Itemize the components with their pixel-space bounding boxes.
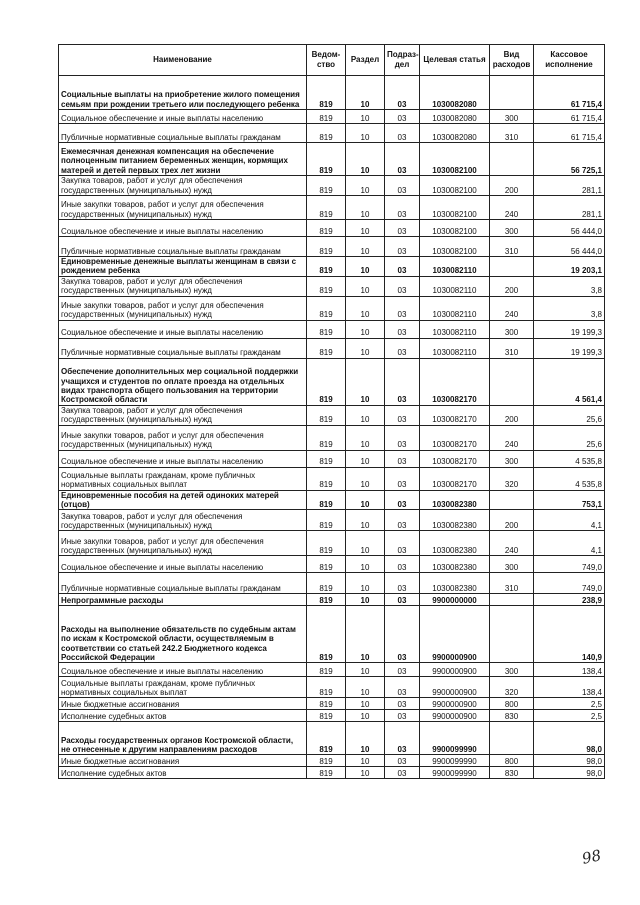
cell-name: Исполнение судебных актов xyxy=(59,710,307,722)
cell-vid xyxy=(490,722,534,755)
cell-podrazdel: 03 xyxy=(385,606,420,663)
cell-vid: 300 xyxy=(490,450,534,467)
cell-razdel: 10 xyxy=(346,276,385,296)
cell-vid: 240 xyxy=(490,425,534,450)
cell-kassa: 138,4 xyxy=(534,677,605,698)
cell-podrazdel: 03 xyxy=(385,110,420,124)
cell-razdel: 10 xyxy=(346,220,385,237)
cell-name: Социальные выплаты на приобретение жилого помещения семьям при рождении третьего или последующего ребенка xyxy=(59,76,307,110)
cell-vid: 830 xyxy=(490,710,534,722)
cell-ved: 819 xyxy=(307,606,346,663)
table-row xyxy=(59,320,605,338)
cell-kassa: 98,0 xyxy=(534,722,605,755)
cell-razdel: 10 xyxy=(346,338,385,358)
cell-name: Иные закупки товаров, работ и услуг для обеспечения государственных (муниципальных) нужд xyxy=(59,531,307,556)
table-row xyxy=(59,573,605,594)
page-number: 98 xyxy=(580,846,603,868)
cell-celevaya: 9900000000 xyxy=(420,594,490,606)
cell-razdel: 10 xyxy=(346,237,385,257)
cell-vid: 200 xyxy=(490,176,534,196)
cell-vid: 310 xyxy=(490,237,534,257)
table-row xyxy=(59,710,605,722)
cell-ved: 819 xyxy=(307,467,346,490)
cell-razdel: 10 xyxy=(346,767,385,779)
cell-vid: 300 xyxy=(490,220,534,237)
cell-kassa: 2,5 xyxy=(534,710,605,722)
table-row xyxy=(59,110,605,124)
cell-vid: 830 xyxy=(490,767,534,779)
header-podrazdel: Подраз-дел xyxy=(385,45,420,76)
cell-vid: 800 xyxy=(490,698,534,710)
cell-celevaya: 1030082170 xyxy=(420,425,490,450)
cell-kassa: 753,1 xyxy=(534,490,605,510)
cell-kassa: 61 715,4 xyxy=(534,76,605,110)
cell-razdel: 10 xyxy=(346,425,385,450)
cell-podrazdel: 03 xyxy=(385,176,420,196)
cell-kassa: 4 535,8 xyxy=(534,450,605,467)
cell-razdel: 10 xyxy=(346,531,385,556)
cell-celevaya: 1030082100 xyxy=(420,220,490,237)
cell-name: Социальные выплаты гражданам, кроме публичных нормативных социальных выплат xyxy=(59,467,307,490)
cell-kassa: 749,0 xyxy=(534,573,605,594)
cell-vid: 240 xyxy=(490,531,534,556)
cell-vid xyxy=(490,76,534,110)
cell-razdel: 10 xyxy=(346,296,385,320)
cell-celevaya: 1030082110 xyxy=(420,320,490,338)
cell-ved: 819 xyxy=(307,698,346,710)
cell-celevaya: 1030082170 xyxy=(420,467,490,490)
cell-celevaya: 9900099990 xyxy=(420,767,490,779)
cell-kassa: 19 203,1 xyxy=(534,257,605,277)
cell-kassa: 19 199,3 xyxy=(534,320,605,338)
cell-celevaya: 1030082170 xyxy=(420,450,490,467)
table-row xyxy=(59,490,605,510)
cell-ved: 819 xyxy=(307,176,346,196)
cell-name: Закупка товаров, работ и услуг для обеспечения государственных (муниципальных) нужд xyxy=(59,176,307,196)
cell-vid: 240 xyxy=(490,296,534,320)
cell-razdel: 10 xyxy=(346,698,385,710)
cell-name: Иные бюджетные ассигнования xyxy=(59,755,307,767)
budget-table xyxy=(58,44,605,779)
cell-razdel: 10 xyxy=(346,663,385,677)
cell-ved: 819 xyxy=(307,425,346,450)
cell-podrazdel: 03 xyxy=(385,358,420,405)
cell-podrazdel: 03 xyxy=(385,573,420,594)
cell-name: Социальное обеспечение и иные выплаты населению xyxy=(59,450,307,467)
table-row xyxy=(59,531,605,556)
cell-podrazdel: 03 xyxy=(385,405,420,425)
cell-razdel: 10 xyxy=(346,594,385,606)
cell-celevaya: 9900000900 xyxy=(420,677,490,698)
cell-kassa: 19 199,3 xyxy=(534,338,605,358)
cell-ved: 819 xyxy=(307,450,346,467)
cell-celevaya: 1030082100 xyxy=(420,196,490,220)
cell-vid: 310 xyxy=(490,573,534,594)
cell-razdel: 10 xyxy=(346,124,385,143)
cell-kassa: 238,9 xyxy=(534,594,605,606)
cell-kassa: 4 561,4 xyxy=(534,358,605,405)
cell-razdel: 10 xyxy=(346,722,385,755)
cell-celevaya: 1030082110 xyxy=(420,276,490,296)
cell-celevaya: 1030082110 xyxy=(420,338,490,358)
cell-celevaya: 1030082100 xyxy=(420,237,490,257)
header-ved: Ведом-ство xyxy=(307,45,346,76)
table-row xyxy=(59,755,605,767)
cell-ved: 819 xyxy=(307,556,346,573)
cell-podrazdel: 03 xyxy=(385,556,420,573)
cell-razdel: 10 xyxy=(346,573,385,594)
table-row xyxy=(59,594,605,606)
cell-ved: 819 xyxy=(307,196,346,220)
cell-razdel: 10 xyxy=(346,490,385,510)
table-row xyxy=(59,124,605,143)
cell-celevaya: 1030082170 xyxy=(420,358,490,405)
cell-razdel: 10 xyxy=(346,257,385,277)
cell-vid: 300 xyxy=(490,556,534,573)
cell-celevaya: 9900000900 xyxy=(420,606,490,663)
cell-ved: 819 xyxy=(307,405,346,425)
cell-ved: 819 xyxy=(307,276,346,296)
cell-ved: 819 xyxy=(307,767,346,779)
table-row xyxy=(59,556,605,573)
cell-celevaya: 1030082380 xyxy=(420,510,490,531)
table-row xyxy=(59,405,605,425)
cell-name: Публичные нормативные социальные выплаты гражданам xyxy=(59,124,307,143)
cell-ved: 819 xyxy=(307,510,346,531)
cell-name: Публичные нормативные социальные выплаты гражданам xyxy=(59,573,307,594)
cell-podrazdel: 03 xyxy=(385,510,420,531)
cell-kassa: 3,8 xyxy=(534,276,605,296)
cell-podrazdel: 03 xyxy=(385,425,420,450)
cell-podrazdel: 03 xyxy=(385,490,420,510)
cell-podrazdel: 03 xyxy=(385,710,420,722)
cell-ved: 819 xyxy=(307,124,346,143)
cell-name: Непрограммные расходы xyxy=(59,594,307,606)
cell-name: Расходы на выполнение обязательств по судебным актам по искам к Костромской области, осуществляемым в соответствии со статьей 242.2 Бюджетного кодекса Российской Федерации xyxy=(59,606,307,663)
cell-ved: 819 xyxy=(307,573,346,594)
cell-name: Социальное обеспечение и иные выплаты населению xyxy=(59,110,307,124)
cell-podrazdel: 03 xyxy=(385,467,420,490)
cell-ved: 819 xyxy=(307,257,346,277)
cell-kassa: 98,0 xyxy=(534,755,605,767)
table-row xyxy=(59,663,605,677)
cell-ved: 819 xyxy=(307,296,346,320)
cell-ved: 819 xyxy=(307,358,346,405)
cell-name: Социальные выплаты гражданам, кроме публичных нормативных социальных выплат xyxy=(59,677,307,698)
cell-vid xyxy=(490,257,534,277)
cell-podrazdel: 03 xyxy=(385,276,420,296)
cell-name: Публичные нормативные социальные выплаты гражданам xyxy=(59,237,307,257)
cell-kassa: 61 715,4 xyxy=(534,110,605,124)
cell-celevaya: 9900000900 xyxy=(420,663,490,677)
table-row xyxy=(59,196,605,220)
cell-podrazdel: 03 xyxy=(385,531,420,556)
table-row xyxy=(59,698,605,710)
table-row xyxy=(59,220,605,237)
cell-celevaya: 1030082080 xyxy=(420,124,490,143)
cell-celevaya: 1030082110 xyxy=(420,296,490,320)
cell-vid: 240 xyxy=(490,196,534,220)
cell-vid: 200 xyxy=(490,405,534,425)
cell-kassa: 138,4 xyxy=(534,663,605,677)
table-body xyxy=(59,76,605,779)
cell-kassa: 56 444,0 xyxy=(534,237,605,257)
cell-vid: 300 xyxy=(490,320,534,338)
cell-razdel: 10 xyxy=(346,110,385,124)
cell-name: Ежемесячная денежная компенсация на обеспечение полноценным питанием беременных женщин, кормящих матерей и детей первых трех лет жизни xyxy=(59,143,307,176)
cell-razdel: 10 xyxy=(346,176,385,196)
cell-vid xyxy=(490,594,534,606)
cell-podrazdel: 03 xyxy=(385,677,420,698)
cell-name: Иные закупки товаров, работ и услуг для обеспечения государственных (муниципальных) нужд xyxy=(59,296,307,320)
cell-vid: 200 xyxy=(490,510,534,531)
cell-name: Закупка товаров, работ и услуг для обеспечения государственных (муниципальных) нужд xyxy=(59,405,307,425)
header-celevaya: Целевая статья xyxy=(420,45,490,76)
cell-name: Обеспечение дополнительных мер социальной поддержки учащихся и студентов по оплате проезда на отдельных видах транспорта общего пользования на территории Костромской области xyxy=(59,358,307,405)
cell-kassa: 4,1 xyxy=(534,510,605,531)
cell-name: Единовременные денежные выплаты женщинам в связи с рождением ребенка xyxy=(59,257,307,277)
cell-podrazdel: 03 xyxy=(385,296,420,320)
cell-podrazdel: 03 xyxy=(385,320,420,338)
table-row xyxy=(59,276,605,296)
cell-podrazdel: 03 xyxy=(385,237,420,257)
cell-razdel: 10 xyxy=(346,196,385,220)
cell-ved: 819 xyxy=(307,663,346,677)
cell-podrazdel: 03 xyxy=(385,338,420,358)
cell-podrazdel: 03 xyxy=(385,755,420,767)
cell-podrazdel: 03 xyxy=(385,594,420,606)
cell-celevaya: 1030082380 xyxy=(420,531,490,556)
cell-podrazdel: 03 xyxy=(385,767,420,779)
cell-kassa: 25,6 xyxy=(534,425,605,450)
header-name: Наименование xyxy=(59,45,307,76)
cell-celevaya: 9900099990 xyxy=(420,722,490,755)
cell-podrazdel: 03 xyxy=(385,143,420,176)
cell-celevaya: 1030082080 xyxy=(420,76,490,110)
cell-razdel: 10 xyxy=(346,556,385,573)
cell-razdel: 10 xyxy=(346,677,385,698)
cell-name: Исполнение судебных актов xyxy=(59,767,307,779)
cell-podrazdel: 03 xyxy=(385,76,420,110)
cell-celevaya: 1030082080 xyxy=(420,110,490,124)
cell-kassa: 281,1 xyxy=(534,176,605,196)
cell-ved: 819 xyxy=(307,76,346,110)
cell-celevaya: 1030082380 xyxy=(420,556,490,573)
table-row xyxy=(59,76,605,110)
cell-razdel: 10 xyxy=(346,358,385,405)
cell-name: Публичные нормативные социальные выплаты гражданам xyxy=(59,338,307,358)
cell-vid xyxy=(490,143,534,176)
cell-ved: 819 xyxy=(307,677,346,698)
cell-vid: 200 xyxy=(490,276,534,296)
cell-celevaya: 1030082100 xyxy=(420,176,490,196)
cell-razdel: 10 xyxy=(346,76,385,110)
cell-ved: 819 xyxy=(307,220,346,237)
cell-kassa: 4,1 xyxy=(534,531,605,556)
table-row xyxy=(59,467,605,490)
cell-ved: 819 xyxy=(307,320,346,338)
cell-ved: 819 xyxy=(307,710,346,722)
cell-razdel: 10 xyxy=(346,755,385,767)
cell-vid xyxy=(490,358,534,405)
cell-kassa: 4 535,8 xyxy=(534,467,605,490)
cell-vid xyxy=(490,490,534,510)
cell-vid xyxy=(490,606,534,663)
cell-razdel: 10 xyxy=(346,510,385,531)
cell-razdel: 10 xyxy=(346,143,385,176)
cell-razdel: 10 xyxy=(346,450,385,467)
cell-name: Закупка товаров, работ и услуг для обеспечения государственных (муниципальных) нужд xyxy=(59,510,307,531)
table-row xyxy=(59,677,605,698)
cell-name: Социальное обеспечение и иные выплаты населению xyxy=(59,320,307,338)
cell-vid: 310 xyxy=(490,124,534,143)
cell-ved: 819 xyxy=(307,143,346,176)
cell-name: Социальное обеспечение и иные выплаты населению xyxy=(59,556,307,573)
cell-name: Закупка товаров, работ и услуг для обеспечения государственных (муниципальных) нужд xyxy=(59,276,307,296)
cell-ved: 819 xyxy=(307,755,346,767)
cell-kassa: 749,0 xyxy=(534,556,605,573)
cell-name: Иные закупки товаров, работ и услуг для обеспечения государственных (муниципальных) нужд xyxy=(59,425,307,450)
cell-celevaya: 1030082170 xyxy=(420,405,490,425)
table-row xyxy=(59,257,605,277)
table-row xyxy=(59,450,605,467)
cell-celevaya: 1030082110 xyxy=(420,257,490,277)
header-kassa: Кассовое исполнение xyxy=(534,45,605,76)
cell-podrazdel: 03 xyxy=(385,220,420,237)
cell-ved: 819 xyxy=(307,531,346,556)
cell-vid: 310 xyxy=(490,338,534,358)
table-row xyxy=(59,338,605,358)
cell-vid: 320 xyxy=(490,677,534,698)
table-row xyxy=(59,606,605,663)
cell-podrazdel: 03 xyxy=(385,257,420,277)
cell-kassa: 281,1 xyxy=(534,196,605,220)
cell-podrazdel: 03 xyxy=(385,722,420,755)
cell-podrazdel: 03 xyxy=(385,698,420,710)
cell-kassa: 98,0 xyxy=(534,767,605,779)
cell-podrazdel: 03 xyxy=(385,196,420,220)
cell-razdel: 10 xyxy=(346,405,385,425)
cell-name: Расходы государственных органов Костромской области, не отнесенные к другим направлениям расходов xyxy=(59,722,307,755)
table-row xyxy=(59,767,605,779)
table-row xyxy=(59,425,605,450)
cell-ved: 819 xyxy=(307,338,346,358)
cell-kassa: 3,8 xyxy=(534,296,605,320)
cell-razdel: 10 xyxy=(346,467,385,490)
cell-celevaya: 9900000900 xyxy=(420,698,490,710)
table-row xyxy=(59,237,605,257)
table-row xyxy=(59,722,605,755)
cell-celevaya: 1030082100 xyxy=(420,143,490,176)
cell-kassa: 25,6 xyxy=(534,405,605,425)
table-row xyxy=(59,358,605,405)
cell-podrazdel: 03 xyxy=(385,124,420,143)
cell-podrazdel: 03 xyxy=(385,663,420,677)
cell-celevaya: 9900099990 xyxy=(420,755,490,767)
cell-name: Иные закупки товаров, работ и услуг для обеспечения государственных (муниципальных) нужд xyxy=(59,196,307,220)
cell-ved: 819 xyxy=(307,594,346,606)
header-row xyxy=(59,45,605,76)
cell-ved: 819 xyxy=(307,490,346,510)
cell-kassa: 56 725,1 xyxy=(534,143,605,176)
cell-name: Социальное обеспечение и иные выплаты населению xyxy=(59,220,307,237)
cell-kassa: 2,5 xyxy=(534,698,605,710)
cell-celevaya: 1030082380 xyxy=(420,573,490,594)
cell-kassa: 56 444,0 xyxy=(534,220,605,237)
header-vid: Вид расходов xyxy=(490,45,534,76)
cell-name: Единовременные пособия на детей одиноких матерей (отцов) xyxy=(59,490,307,510)
table-row xyxy=(59,143,605,176)
table-row xyxy=(59,296,605,320)
cell-vid: 300 xyxy=(490,110,534,124)
cell-razdel: 10 xyxy=(346,320,385,338)
cell-kassa: 140,9 xyxy=(534,606,605,663)
header-razdel: Раздел xyxy=(346,45,385,76)
cell-name: Социальное обеспечение и иные выплаты населению xyxy=(59,663,307,677)
cell-vid: 300 xyxy=(490,663,534,677)
cell-vid: 800 xyxy=(490,755,534,767)
cell-vid: 320 xyxy=(490,467,534,490)
table-row xyxy=(59,176,605,196)
cell-razdel: 10 xyxy=(346,710,385,722)
cell-celevaya: 9900000900 xyxy=(420,710,490,722)
cell-ved: 819 xyxy=(307,722,346,755)
cell-ved: 819 xyxy=(307,237,346,257)
cell-podrazdel: 03 xyxy=(385,450,420,467)
cell-celevaya: 1030082380 xyxy=(420,490,490,510)
cell-ved: 819 xyxy=(307,110,346,124)
table-row xyxy=(59,510,605,531)
cell-kassa: 61 715,4 xyxy=(534,124,605,143)
cell-name: Иные бюджетные ассигнования xyxy=(59,698,307,710)
budget-document xyxy=(58,44,604,779)
cell-razdel: 10 xyxy=(346,606,385,663)
